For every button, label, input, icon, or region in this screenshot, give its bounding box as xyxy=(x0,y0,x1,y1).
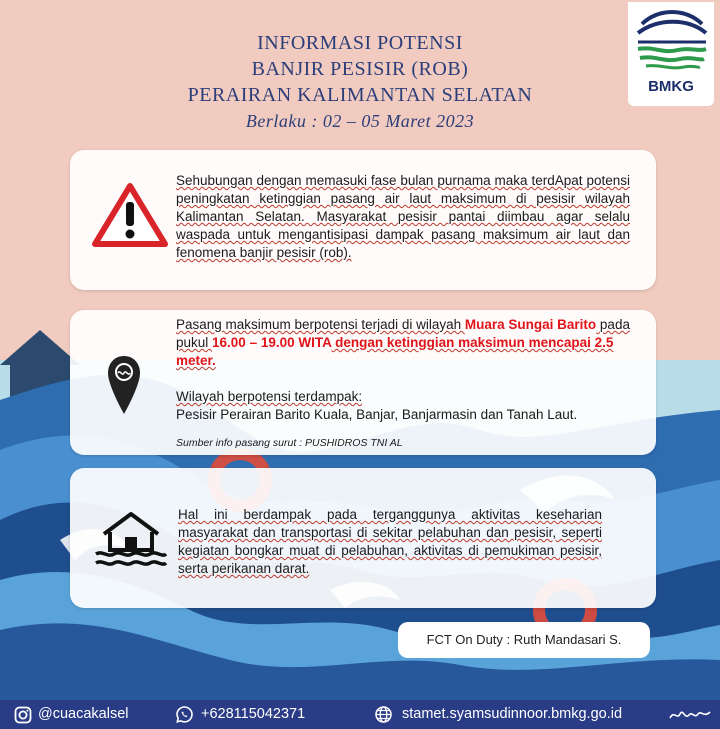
title-line-3: PERAIRAN KALIMANTAN SELATAN xyxy=(187,84,533,106)
globe-icon xyxy=(374,705,393,724)
tide-time: 16.00 – 19.00 WITA xyxy=(212,335,332,350)
logo-text: BMKG xyxy=(648,78,694,95)
title-line-1: INFORMASI POTENSI xyxy=(257,32,463,54)
impact-text: Hal ini berdampak pada terganggunya aktivitas keseharian masyarakat dan transportasi di sekitar pelabuhan dan pesisir, seperti kegiatan bongkar muat di pelabuhan, aktivitas di pemukiman pesisir, serta perikanan darat. xyxy=(178,507,602,576)
flooded-house-icon xyxy=(94,510,168,568)
warning-text: Sehubungan dengan memasuki fase bulan purnama maka terdApat potensi peningkatan ketinggian pasang air laut maksimum di pesisir wilayah Kalimantan Selatan. Masyarakat pesisir pantai diimbau agar selalu waspada untuk mengantisipasi dampak pasang maksimum air laut dan fenomena banjir pesisir (rob). xyxy=(176,173,630,260)
warning-card xyxy=(70,150,656,290)
instagram-icon xyxy=(14,706,32,724)
location-pin-icon xyxy=(106,354,142,416)
tide-text-a: Pasang maksimum berpotensi terjadi di wilayah xyxy=(176,317,465,332)
footer-bar xyxy=(0,700,720,729)
affected-heading: Wilayah berpotensi terdampak: xyxy=(176,389,363,404)
page-title xyxy=(150,30,570,134)
impact-card xyxy=(70,468,656,608)
duty-forecaster: FCT On Duty : Ruth Mandasari S. xyxy=(398,622,650,658)
warning-icon xyxy=(92,182,168,248)
whatsapp-number[interactable]: +628115042371 xyxy=(201,706,306,722)
signature-icon xyxy=(668,706,712,723)
source-note: Sumber info pasang surut : PUSHIDROS TNI AL xyxy=(176,437,403,449)
title-line-2: BANJIR PESISIR (ROB) xyxy=(251,58,469,80)
tide-text-b: pada pukul xyxy=(176,317,630,350)
instagram-handle[interactable]: @cuacakalsel xyxy=(38,706,129,722)
affected-areas: Pesisir Perairan Barito Kuala, Banjar, Banjarmasin dan Tanah Laut. xyxy=(176,407,578,422)
bmkg-emblem-icon xyxy=(628,2,714,78)
tide-location: Muara Sungai Barito xyxy=(464,317,597,332)
validity-period: Berlaku : 02 – 05 Maret 2023 xyxy=(245,111,475,131)
website-link[interactable]: stamet.syamsudinnoor.bmkg.go.id xyxy=(402,706,623,722)
whatsapp-icon xyxy=(175,705,194,724)
tide-info-card xyxy=(70,310,656,455)
bmkg-logo xyxy=(628,2,714,106)
tide-text-c: dengan ketinggian maksimun mencapai 2.5 meter. xyxy=(176,335,614,368)
